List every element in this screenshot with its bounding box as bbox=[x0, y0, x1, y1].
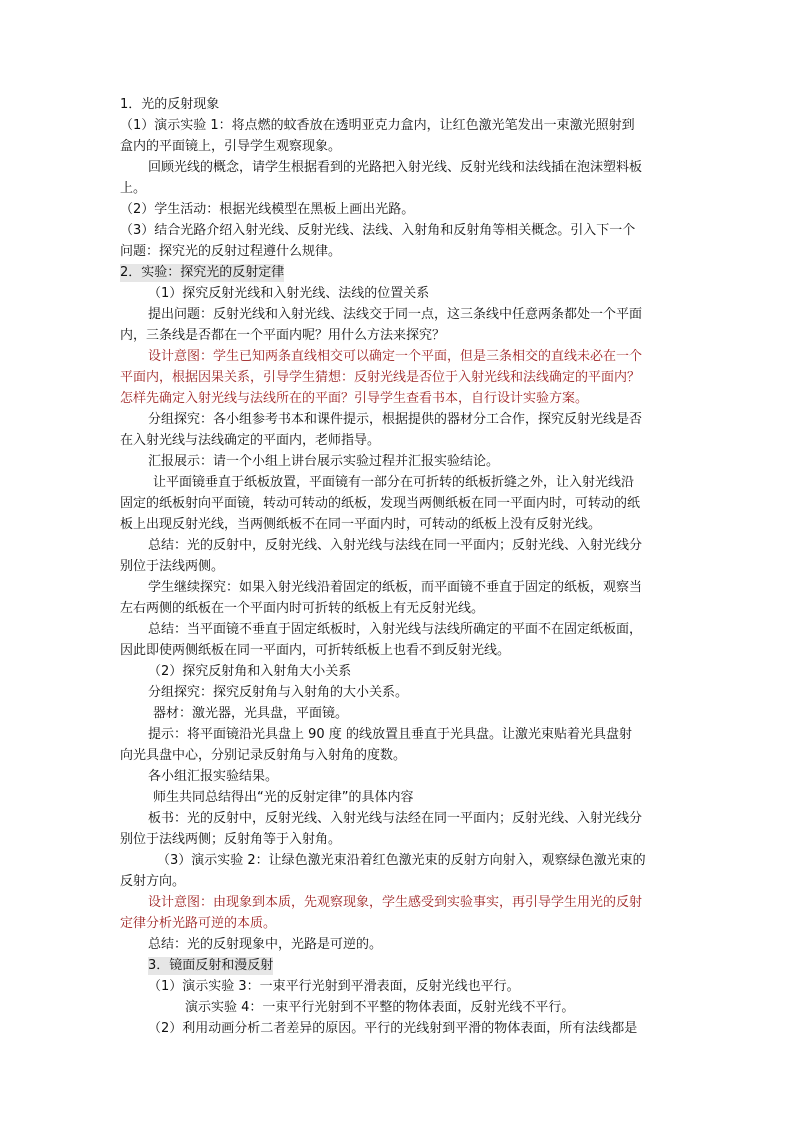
text-line: （3）演示实验 2：让绿色激光束沿着红色激光束的反射方向射入，观察绿色激光束的 bbox=[157, 853, 646, 868]
text-line: 左右两侧的纸板在一个平面内时可折转的纸板上有无反射光线。 bbox=[120, 601, 485, 616]
text-line: 学生继续探究：如果入射光线沿着固定的纸板，而平面镜不垂直于固定的纸板，观察当 bbox=[148, 580, 643, 595]
text-line: 内，三条线是否都在一个平面内呢？用什么方法来探究？ bbox=[120, 328, 446, 343]
text-line: 1．光的反射现象 bbox=[120, 97, 220, 112]
text-line: （1）演示实验 3：一束平行光射到平滑表面，反射光线也平行。 bbox=[148, 979, 520, 994]
text-line: 板书：光的反射中，反射光线、入射光线与法经在同一平面内；反射光线、入射光线分 bbox=[148, 811, 643, 826]
text-line: 别位于法线两侧；反射角等于入射角。 bbox=[120, 832, 342, 847]
text-line: 器材：激光器，光具盘，平面镜。 bbox=[153, 706, 349, 721]
text-line: （2）利用动画分析二者差异的原因。平行的光线射到平滑的物体表面，所有法线都是 bbox=[148, 1021, 638, 1036]
text-line: 提示：将平面镜沿光具盘上 90 度 的线放置且垂直于光具盘。让激光束贴着光具盘射 bbox=[148, 727, 632, 742]
text-line: 在入射光线与法线确定的平面内，老师指导。 bbox=[120, 433, 381, 448]
text-line: 上。 bbox=[120, 181, 147, 196]
text-line: 2．实验：探究光的反射定律 bbox=[120, 265, 285, 280]
text-line: 设计意图：学生已知两条直线相交可以确定一个平面，但是三条相交的直线未必在一个 bbox=[148, 349, 643, 364]
text-line: 设计意图：由现象到本质，先观察现象，学生感受到实验事实，再引导学生用光的反射 bbox=[148, 895, 643, 910]
text-line: 反射方向。 bbox=[120, 874, 186, 889]
text-line: 让平面镜垂直于纸板放置，平面镜有一部分在可折转的纸板折缝之外，让入射光线沿 bbox=[153, 475, 635, 490]
text-line: 别位于法线两侧。 bbox=[120, 559, 225, 574]
text-line: 提出问题：反射光线和入射光线、法线交于同一点，这三条线中任意两条都处一个平面 bbox=[148, 307, 643, 322]
text-line: （1）探究反射光线和入射光线、法线的位置关系 bbox=[148, 286, 430, 301]
text-line: 固定的纸板射向平面镜，转动可转动的纸板，发现当两侧纸板在同一平面内时，可转动的纸 bbox=[120, 496, 641, 511]
text-line: 分组探究：探究反射角与入射角的大小关系。 bbox=[148, 685, 409, 700]
text-line: 回顾光线的概念，请学生根据看到的光路把入射光线、反射光线和法线插在泡沫塑料板 bbox=[148, 160, 643, 175]
text-line: 演示实验 4：一束平行光射到不平整的物体表面，反射光线不平行。 bbox=[185, 1000, 575, 1015]
text-line: 各小组汇报实验结果。 bbox=[148, 769, 279, 784]
text-line: 3．镜面反射和漫反射 bbox=[148, 958, 274, 973]
text-line: （1）演示实验 1：将点燃的蚊香放在透明亚克力盒内，让红色激光笔发出一束激光照射到 bbox=[120, 118, 635, 133]
text-line: （2）探究反射角和入射角大小关系 bbox=[148, 664, 352, 679]
text-line: （3）结合光路介绍入射光线、反射光线、法线、入射角和反射角等相关概念。引入下一个 bbox=[120, 223, 636, 238]
text-line: 盒内的平面镜上，引导学生观察现象。 bbox=[120, 139, 342, 154]
text-line: 总结：光的反射现象中，光路是可逆的。 bbox=[148, 937, 383, 952]
text-line: 向光具盘中心，分别记录反射角与入射角的度数。 bbox=[120, 748, 407, 763]
text-line: 怎样先确定入射光线与法线所在的平面？引导学生查看书本，自行设计实验方案。 bbox=[120, 391, 589, 406]
text-line: 汇报展示：请一个小组上讲台展示实验过程并汇报实验结论。 bbox=[148, 454, 500, 469]
text-line: 定律分析光路可逆的本质。 bbox=[120, 916, 277, 931]
text-line: 总结：光的反射中，反射光线、入射光线与法线在同一平面内；反射光线、入射光线分 bbox=[148, 538, 643, 553]
text-line: 师生共同总结得出“光的反射定律”的具体内容 bbox=[153, 790, 414, 805]
text-line: 问题：探究光的反射过程遵什么规律。 bbox=[120, 244, 342, 259]
text-line: 平面内，根据因果关系，引导学生猜想：反射光线是否位于入射光线和法线确定的平面内？ bbox=[120, 370, 641, 385]
text-line: 因此即使两侧纸板在同一平面内，可折转纸板上也看不到反射光线。 bbox=[120, 643, 511, 658]
text-line: （2）学生活动：根据光线模型在黑板上画出光路。 bbox=[120, 202, 415, 217]
text-line: 分组探究：各小组参考书本和课件提示，根据提供的器材分工合作，探究反射光线是否 bbox=[148, 412, 643, 427]
text-line: 板上出现反射光线，当两侧纸板不在同一平面内时，可转动的纸板上没有反射光线。 bbox=[120, 517, 602, 532]
text-line: 总结：当平面镜不垂直于固定纸板时，入射光线与法线所确定的平面不在固定纸板面， bbox=[148, 622, 643, 637]
